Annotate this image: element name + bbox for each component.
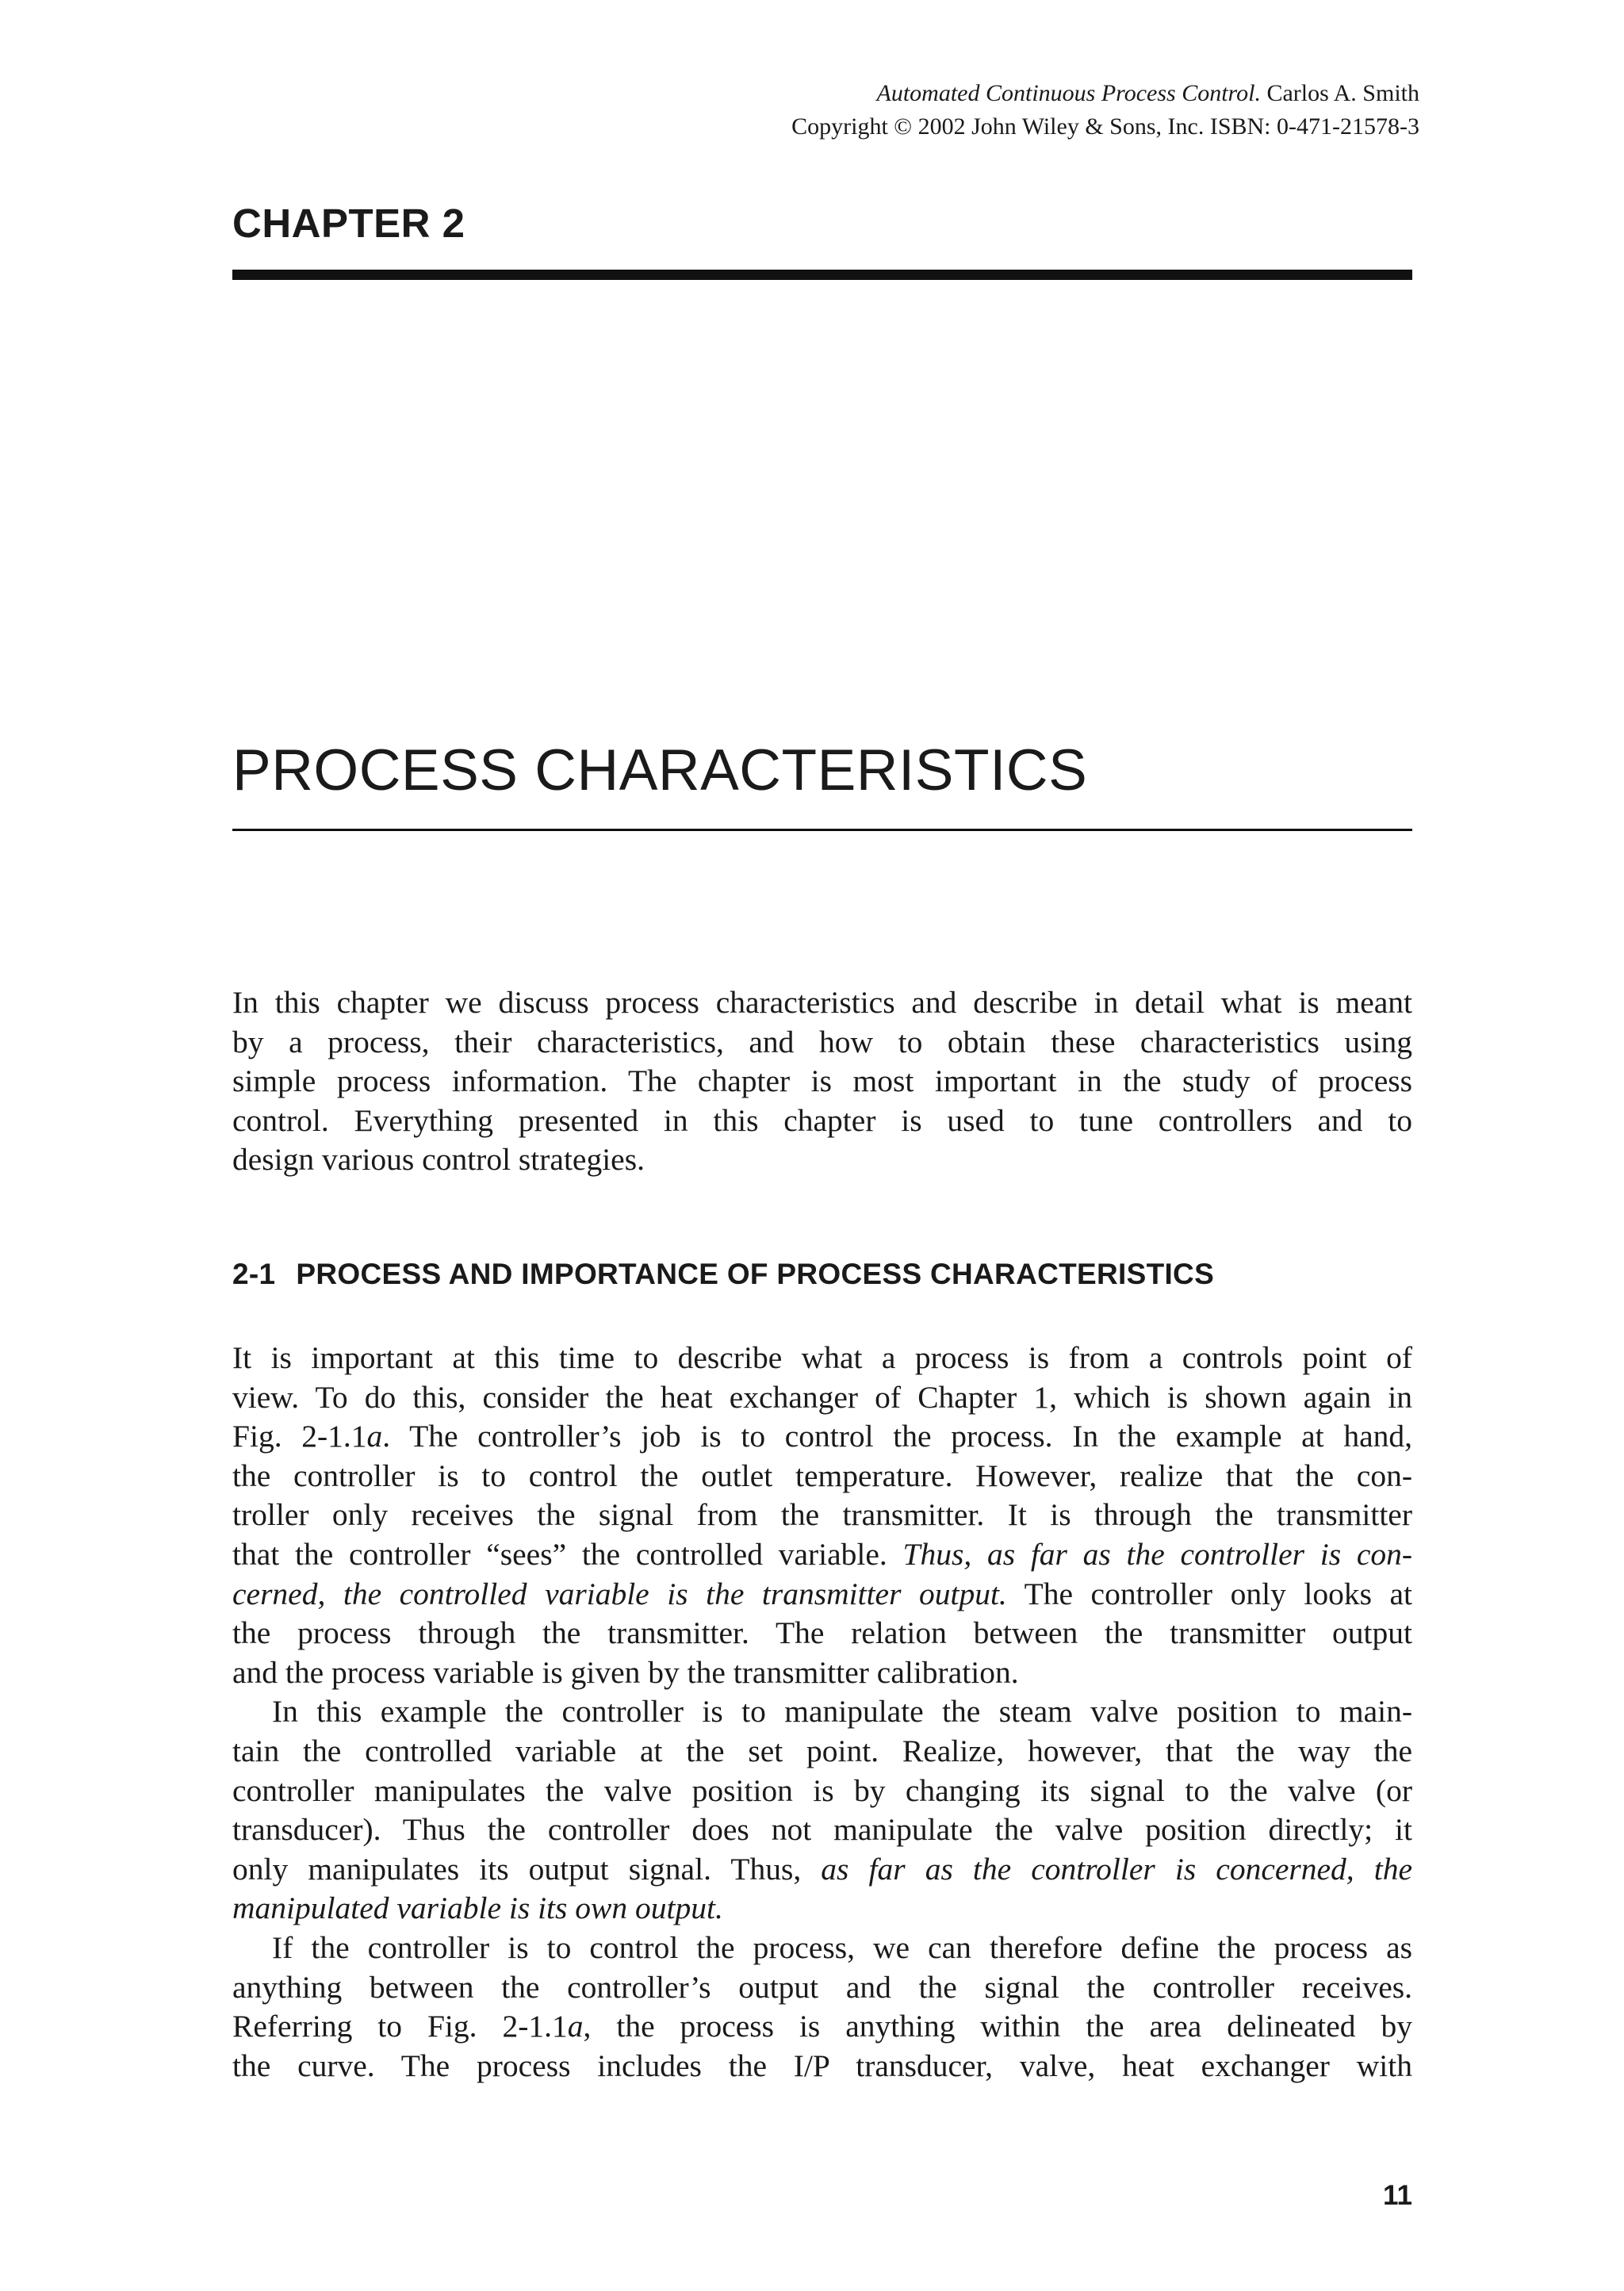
text-run: that the controller “sees” the controlled variable. <box>232 1536 903 1572</box>
chapter-label: CHAPTER 2 <box>232 201 465 246</box>
paragraph-line <box>232 2007 1412 2047</box>
chapter-divider <box>232 270 1412 280</box>
paragraph-line <box>232 1417 1412 1457</box>
paragraph-line: the controller is to control the outlet temperature. However, realize that the con- <box>232 1458 1412 1493</box>
intro-paragraph <box>232 983 1412 1180</box>
figure-reference-letter: a <box>366 1419 383 1454</box>
book-citation <box>791 77 1419 110</box>
intro-line: simple process information. The chapter is most important in the study of process <box>232 1063 1412 1099</box>
chapter-title: PROCESS CHARACTERISTICS <box>232 738 1088 803</box>
emphasis-text: manipulated variable is its own output. <box>232 1891 723 1926</box>
figure-reference-letter: a <box>567 2009 584 2044</box>
section-heading <box>232 1256 1214 1293</box>
paragraph-line: It is important at this time to describe what a process is from a controls point of <box>232 1340 1412 1375</box>
page-number: 11 <box>1383 2180 1412 2211</box>
paragraph-line: the curve. The process includes the I/P transducer, valve, heat exchanger with <box>232 2048 1412 2083</box>
text-run: The controller only looks at <box>1006 1576 1412 1611</box>
book-author: Carlos A. Smith <box>1260 80 1419 106</box>
intro-line: design various control strategies. <box>232 1142 645 1178</box>
copyright-line: Copyright © 2002 John Wiley & Sons, Inc. ISBN: 0-471-21578-3 <box>791 113 1419 140</box>
intro-line: In this chapter we discuss process characteristics and describe in detail what is meant <box>232 985 1412 1020</box>
paragraph-line: controller manipulates the valve position is by changing its signal to the valve (or <box>232 1772 1412 1808</box>
text-run: . The controller’s job is to control the process. In the example at hand, <box>382 1419 1412 1454</box>
emphasis-text: as far as the controller is concerned, the <box>821 1851 1413 1887</box>
emphasis-text: Thus, as far as the controller is con- <box>902 1536 1413 1572</box>
paragraph-line: and the process variable is given by the transmitter calibration. <box>232 1654 1019 1690</box>
running-header <box>791 77 1419 144</box>
paragraph-line: anything between the controller’s output and the signal the controller receives. <box>232 1969 1412 2005</box>
intro-line: by a process, their characteristics, and how to obtain these characteristics using <box>232 1024 1412 1059</box>
book-title: Automated Continuous Process Control. <box>876 80 1261 106</box>
paragraph-line <box>232 1575 1412 1615</box>
figure-reference: Fig. 2-1.1 <box>232 1419 367 1454</box>
paragraph-line: view. To do this, consider the heat exchanger of Chapter 1, which is shown again in <box>232 1379 1412 1415</box>
section-number: 2-1 <box>232 1258 276 1290</box>
paragraph-line: the process through the transmitter. The relation between the transmitter output <box>232 1615 1412 1651</box>
title-divider <box>232 829 1412 831</box>
emphasis-text: cerned, the controlled variable is the transmitter output. <box>232 1576 1007 1611</box>
paragraph-line <box>232 1850 1412 1890</box>
paragraph-line: tain the controlled variable at the set point. Realize, however, that the way the <box>232 1733 1412 1768</box>
text-run: only manipulates its output signal. Thus, <box>232 1851 822 1887</box>
section-title: PROCESS AND IMPORTANCE OF PROCESS CHARACTERISTICS <box>296 1258 1215 1290</box>
paragraph-line: In this example the controller is to manipulate the steam valve position to main- <box>272 1694 1412 1730</box>
paragraph-line <box>232 1535 1412 1575</box>
paragraph-line: If the controller is to control the process, we can therefore define the process as <box>272 1929 1412 1965</box>
section-body <box>232 1339 1412 2086</box>
intro-line: control. Everything presented in this chapter is used to tune controllers and to <box>232 1102 1412 1138</box>
paragraph-line <box>232 1889 1412 1929</box>
paragraph-line: troller only receives the signal from the transmitter. It is through the transmitter <box>232 1497 1412 1533</box>
text-run: , the process is anything within the area delineated by <box>583 2009 1412 2044</box>
paragraph-line: transducer). Thus the controller does not manipulate the valve position directly; it <box>232 1812 1412 1848</box>
figure-reference: Referring to Fig. 2-1.1 <box>232 2009 568 2044</box>
